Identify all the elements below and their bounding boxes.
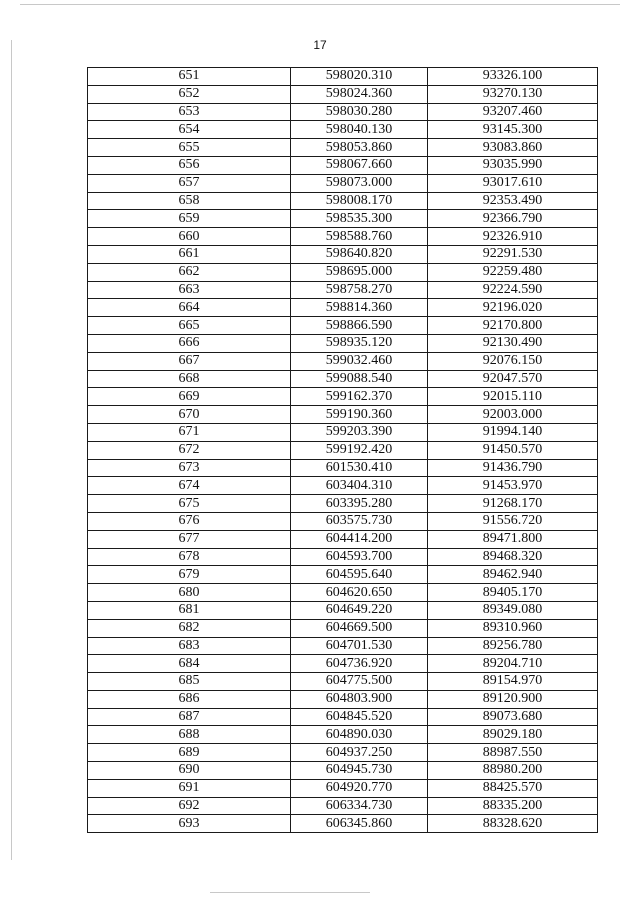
table-row	[88, 406, 598, 424]
table-row	[88, 388, 598, 406]
table-row	[88, 441, 598, 459]
point-number-cell: 660	[88, 228, 291, 246]
point-number-cell: 668	[88, 370, 291, 388]
x-coordinate-cell: 599032.460	[291, 352, 428, 370]
table-row	[88, 779, 598, 797]
y-coordinate-cell: 92047.570	[428, 370, 598, 388]
x-coordinate-cell: 604669.500	[291, 619, 428, 637]
point-number-cell: 656	[88, 156, 291, 174]
y-coordinate-cell: 92259.480	[428, 263, 598, 281]
point-number-cell: 654	[88, 121, 291, 139]
table-row	[88, 85, 598, 103]
point-number-cell: 677	[88, 530, 291, 548]
x-coordinate-cell: 604803.900	[291, 690, 428, 708]
x-coordinate-cell: 604593.700	[291, 548, 428, 566]
table-row	[88, 68, 598, 86]
y-coordinate-cell: 92224.590	[428, 281, 598, 299]
point-number-cell: 680	[88, 584, 291, 602]
table-row	[88, 619, 598, 637]
point-number-cell: 682	[88, 619, 291, 637]
y-coordinate-cell: 89154.970	[428, 673, 598, 691]
y-coordinate-cell: 91450.570	[428, 441, 598, 459]
table-row	[88, 103, 598, 121]
point-number-cell: 676	[88, 512, 291, 530]
y-coordinate-cell: 93145.300	[428, 121, 598, 139]
table-row	[88, 459, 598, 477]
table-row	[88, 815, 598, 833]
table-row	[88, 512, 598, 530]
point-number-cell: 678	[88, 548, 291, 566]
y-coordinate-cell: 88987.550	[428, 744, 598, 762]
x-coordinate-cell: 604775.500	[291, 673, 428, 691]
page-number: 17	[313, 38, 327, 52]
x-coordinate-cell: 599162.370	[291, 388, 428, 406]
table-row	[88, 156, 598, 174]
point-number-cell: 690	[88, 762, 291, 780]
x-coordinate-cell: 604620.650	[291, 584, 428, 602]
y-coordinate-cell: 93083.860	[428, 139, 598, 157]
point-number-cell: 691	[88, 779, 291, 797]
y-coordinate-cell: 92291.530	[428, 245, 598, 263]
table-row	[88, 708, 598, 726]
point-number-cell: 675	[88, 495, 291, 513]
scan-edge-bottom	[210, 892, 370, 893]
y-coordinate-cell: 92196.020	[428, 299, 598, 317]
y-coordinate-cell: 91453.970	[428, 477, 598, 495]
point-number-cell: 670	[88, 406, 291, 424]
point-number-cell: 653	[88, 103, 291, 121]
table-row	[88, 423, 598, 441]
table-row	[88, 210, 598, 228]
x-coordinate-cell: 604937.250	[291, 744, 428, 762]
x-coordinate-cell: 604701.530	[291, 637, 428, 655]
x-coordinate-cell: 604890.030	[291, 726, 428, 744]
x-coordinate-cell: 598814.360	[291, 299, 428, 317]
x-coordinate-cell: 599192.420	[291, 441, 428, 459]
point-number-cell: 652	[88, 85, 291, 103]
y-coordinate-cell: 88980.200	[428, 762, 598, 780]
point-number-cell: 683	[88, 637, 291, 655]
table-row	[88, 192, 598, 210]
point-number-cell: 674	[88, 477, 291, 495]
x-coordinate-cell: 604920.770	[291, 779, 428, 797]
x-coordinate-cell: 598935.120	[291, 334, 428, 352]
y-coordinate-cell: 92326.910	[428, 228, 598, 246]
x-coordinate-cell: 598020.310	[291, 68, 428, 86]
x-coordinate-cell: 599088.540	[291, 370, 428, 388]
x-coordinate-cell: 599190.360	[291, 406, 428, 424]
table-row	[88, 673, 598, 691]
scan-edge-left	[11, 40, 12, 860]
x-coordinate-cell: 598024.360	[291, 85, 428, 103]
table-row	[88, 601, 598, 619]
table-row	[88, 744, 598, 762]
y-coordinate-cell: 92366.790	[428, 210, 598, 228]
y-coordinate-cell: 89029.180	[428, 726, 598, 744]
x-coordinate-cell: 606345.860	[291, 815, 428, 833]
y-coordinate-cell: 91994.140	[428, 423, 598, 441]
x-coordinate-cell: 598758.270	[291, 281, 428, 299]
point-number-cell: 671	[88, 423, 291, 441]
y-coordinate-cell: 89349.080	[428, 601, 598, 619]
table-row	[88, 228, 598, 246]
table-row	[88, 299, 598, 317]
table-row	[88, 121, 598, 139]
y-coordinate-cell: 91556.720	[428, 512, 598, 530]
scan-edge-top	[20, 4, 620, 5]
point-number-cell: 667	[88, 352, 291, 370]
table-row	[88, 584, 598, 602]
y-coordinate-cell: 89310.960	[428, 619, 598, 637]
y-coordinate-cell: 91436.790	[428, 459, 598, 477]
x-coordinate-cell: 603395.280	[291, 495, 428, 513]
x-coordinate-cell: 606334.730	[291, 797, 428, 815]
table-row	[88, 797, 598, 815]
y-coordinate-cell: 93326.100	[428, 68, 598, 86]
x-coordinate-cell: 604649.220	[291, 601, 428, 619]
x-coordinate-cell: 598695.000	[291, 263, 428, 281]
table-row	[88, 370, 598, 388]
point-number-cell: 666	[88, 334, 291, 352]
x-coordinate-cell: 599203.390	[291, 423, 428, 441]
x-coordinate-cell: 603404.310	[291, 477, 428, 495]
table-row	[88, 566, 598, 584]
point-number-cell: 664	[88, 299, 291, 317]
coordinates-table-body	[88, 68, 598, 833]
y-coordinate-cell: 88328.620	[428, 815, 598, 833]
x-coordinate-cell: 598640.820	[291, 245, 428, 263]
y-coordinate-cell: 93270.130	[428, 85, 598, 103]
point-number-cell: 692	[88, 797, 291, 815]
point-number-cell: 685	[88, 673, 291, 691]
table-row	[88, 690, 598, 708]
y-coordinate-cell: 88425.570	[428, 779, 598, 797]
y-coordinate-cell: 89073.680	[428, 708, 598, 726]
table-row	[88, 477, 598, 495]
table-row	[88, 174, 598, 192]
point-number-cell: 663	[88, 281, 291, 299]
x-coordinate-cell: 598067.660	[291, 156, 428, 174]
point-number-cell: 658	[88, 192, 291, 210]
table-row	[88, 655, 598, 673]
table-row	[88, 495, 598, 513]
point-number-cell: 681	[88, 601, 291, 619]
x-coordinate-cell: 604945.730	[291, 762, 428, 780]
x-coordinate-cell: 604414.200	[291, 530, 428, 548]
table-row	[88, 281, 598, 299]
x-coordinate-cell: 604736.920	[291, 655, 428, 673]
y-coordinate-cell: 89462.940	[428, 566, 598, 584]
y-coordinate-cell: 88335.200	[428, 797, 598, 815]
y-coordinate-cell: 89120.900	[428, 690, 598, 708]
table-row	[88, 530, 598, 548]
point-number-cell: 651	[88, 68, 291, 86]
x-coordinate-cell: 598866.590	[291, 317, 428, 335]
point-number-cell: 684	[88, 655, 291, 673]
y-coordinate-cell: 92076.150	[428, 352, 598, 370]
y-coordinate-cell: 93207.460	[428, 103, 598, 121]
table-row	[88, 317, 598, 335]
point-number-cell: 659	[88, 210, 291, 228]
x-coordinate-cell: 601530.410	[291, 459, 428, 477]
y-coordinate-cell: 89256.780	[428, 637, 598, 655]
x-coordinate-cell: 598030.280	[291, 103, 428, 121]
x-coordinate-cell: 598053.860	[291, 139, 428, 157]
x-coordinate-cell: 604595.640	[291, 566, 428, 584]
point-number-cell: 686	[88, 690, 291, 708]
point-number-cell: 673	[88, 459, 291, 477]
table-row	[88, 139, 598, 157]
table-row	[88, 726, 598, 744]
point-number-cell: 662	[88, 263, 291, 281]
table-row	[88, 762, 598, 780]
table-row	[88, 334, 598, 352]
x-coordinate-cell: 598535.300	[291, 210, 428, 228]
point-number-cell: 693	[88, 815, 291, 833]
table-row	[88, 352, 598, 370]
y-coordinate-cell: 89468.320	[428, 548, 598, 566]
point-number-cell: 665	[88, 317, 291, 335]
y-coordinate-cell: 92170.800	[428, 317, 598, 335]
table-row	[88, 637, 598, 655]
point-number-cell: 657	[88, 174, 291, 192]
table-row	[88, 548, 598, 566]
point-number-cell: 655	[88, 139, 291, 157]
point-number-cell: 688	[88, 726, 291, 744]
y-coordinate-cell: 93017.610	[428, 174, 598, 192]
point-number-cell: 687	[88, 708, 291, 726]
y-coordinate-cell: 89405.170	[428, 584, 598, 602]
y-coordinate-cell: 92015.110	[428, 388, 598, 406]
y-coordinate-cell: 92003.000	[428, 406, 598, 424]
point-number-cell: 689	[88, 744, 291, 762]
x-coordinate-cell: 598588.760	[291, 228, 428, 246]
coordinates-table	[87, 67, 598, 833]
x-coordinate-cell: 604845.520	[291, 708, 428, 726]
point-number-cell: 669	[88, 388, 291, 406]
y-coordinate-cell: 93035.990	[428, 156, 598, 174]
y-coordinate-cell: 92130.490	[428, 334, 598, 352]
y-coordinate-cell: 92353.490	[428, 192, 598, 210]
table-row	[88, 245, 598, 263]
y-coordinate-cell: 91268.170	[428, 495, 598, 513]
point-number-cell: 679	[88, 566, 291, 584]
x-coordinate-cell: 603575.730	[291, 512, 428, 530]
point-number-cell: 661	[88, 245, 291, 263]
x-coordinate-cell: 598040.130	[291, 121, 428, 139]
x-coordinate-cell: 598008.170	[291, 192, 428, 210]
point-number-cell: 672	[88, 441, 291, 459]
y-coordinate-cell: 89204.710	[428, 655, 598, 673]
y-coordinate-cell: 89471.800	[428, 530, 598, 548]
table-row	[88, 263, 598, 281]
x-coordinate-cell: 598073.000	[291, 174, 428, 192]
